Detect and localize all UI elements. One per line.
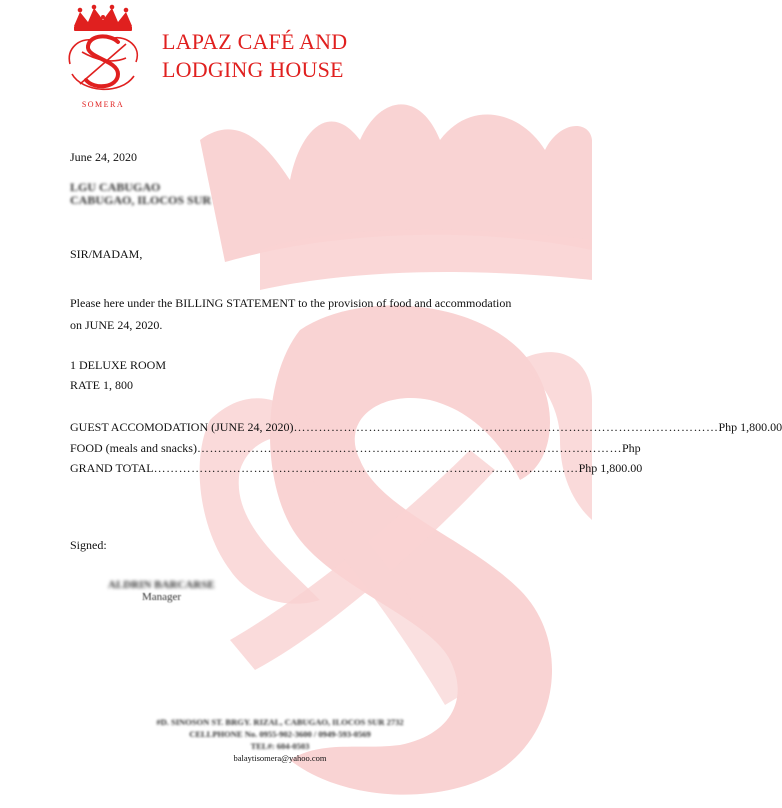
billing-item-amount: Php 1,800.00 <box>718 420 782 434</box>
signature-block <box>108 579 215 603</box>
room-rate: RATE 1, 800 <box>70 378 133 392</box>
company-name-line-2: LODGING HOUSE <box>162 57 344 82</box>
billing-item-label: GUEST ACCOMODATION (JUNE 24, 2020) <box>70 420 294 434</box>
billing-row <box>70 441 641 456</box>
leader-dots: ………………………………………………………………………………………… <box>196 441 622 455</box>
footer-address: #D. SINOSON ST. BRGY. RIZAL, CABUGAO, ILOCOS SUR 2732 <box>156 717 404 727</box>
leader-dots: ………………………………………………………………………………………… <box>153 461 579 475</box>
recipient-line-1: LGU CABUGAO <box>70 180 161 194</box>
footer-email: balaytisomera@yahoo.com <box>233 753 327 763</box>
billing-item-label: GRAND TOTAL <box>70 461 154 475</box>
company-name-line-1: LAPAZ CAFÉ AND <box>162 29 348 54</box>
footer-telephone: TEL#: 604-0503 <box>250 741 310 751</box>
logo-caption: SOMERA <box>81 100 125 109</box>
billing-item-amount: Php <box>621 441 641 455</box>
recipient-line-2: CABUGAO, ILOCOS SUR <box>70 193 212 207</box>
billing-row <box>70 461 643 476</box>
body-text-line-1: Please here under the BILLING STATEMENT to the provision of food and accommodation <box>70 296 512 310</box>
billing-item-amount: Php 1,800.00 <box>578 461 643 475</box>
billing-item-label: FOOD (meals and snacks) <box>70 441 197 455</box>
leader-dots: ………………………………………………………………………………………… <box>293 420 719 434</box>
letter-date: June 24, 2020 <box>70 150 137 164</box>
footer-contact <box>120 716 440 764</box>
body-text-line-2: on JUNE 24, 2020. <box>70 318 163 332</box>
footer-cellphone: CELLPHONE No. 0955-902-3600 / 0949-593-0569 <box>189 729 371 739</box>
signer-title: Manager <box>142 591 182 603</box>
signer-name: ALDRIN BARCARSE <box>108 579 215 591</box>
signed-label: Signed: <box>70 538 107 552</box>
salutation: SIR/MADAM, <box>70 247 143 261</box>
room-type: 1 DELUXE ROOM <box>70 358 166 372</box>
billing-row <box>70 420 782 435</box>
